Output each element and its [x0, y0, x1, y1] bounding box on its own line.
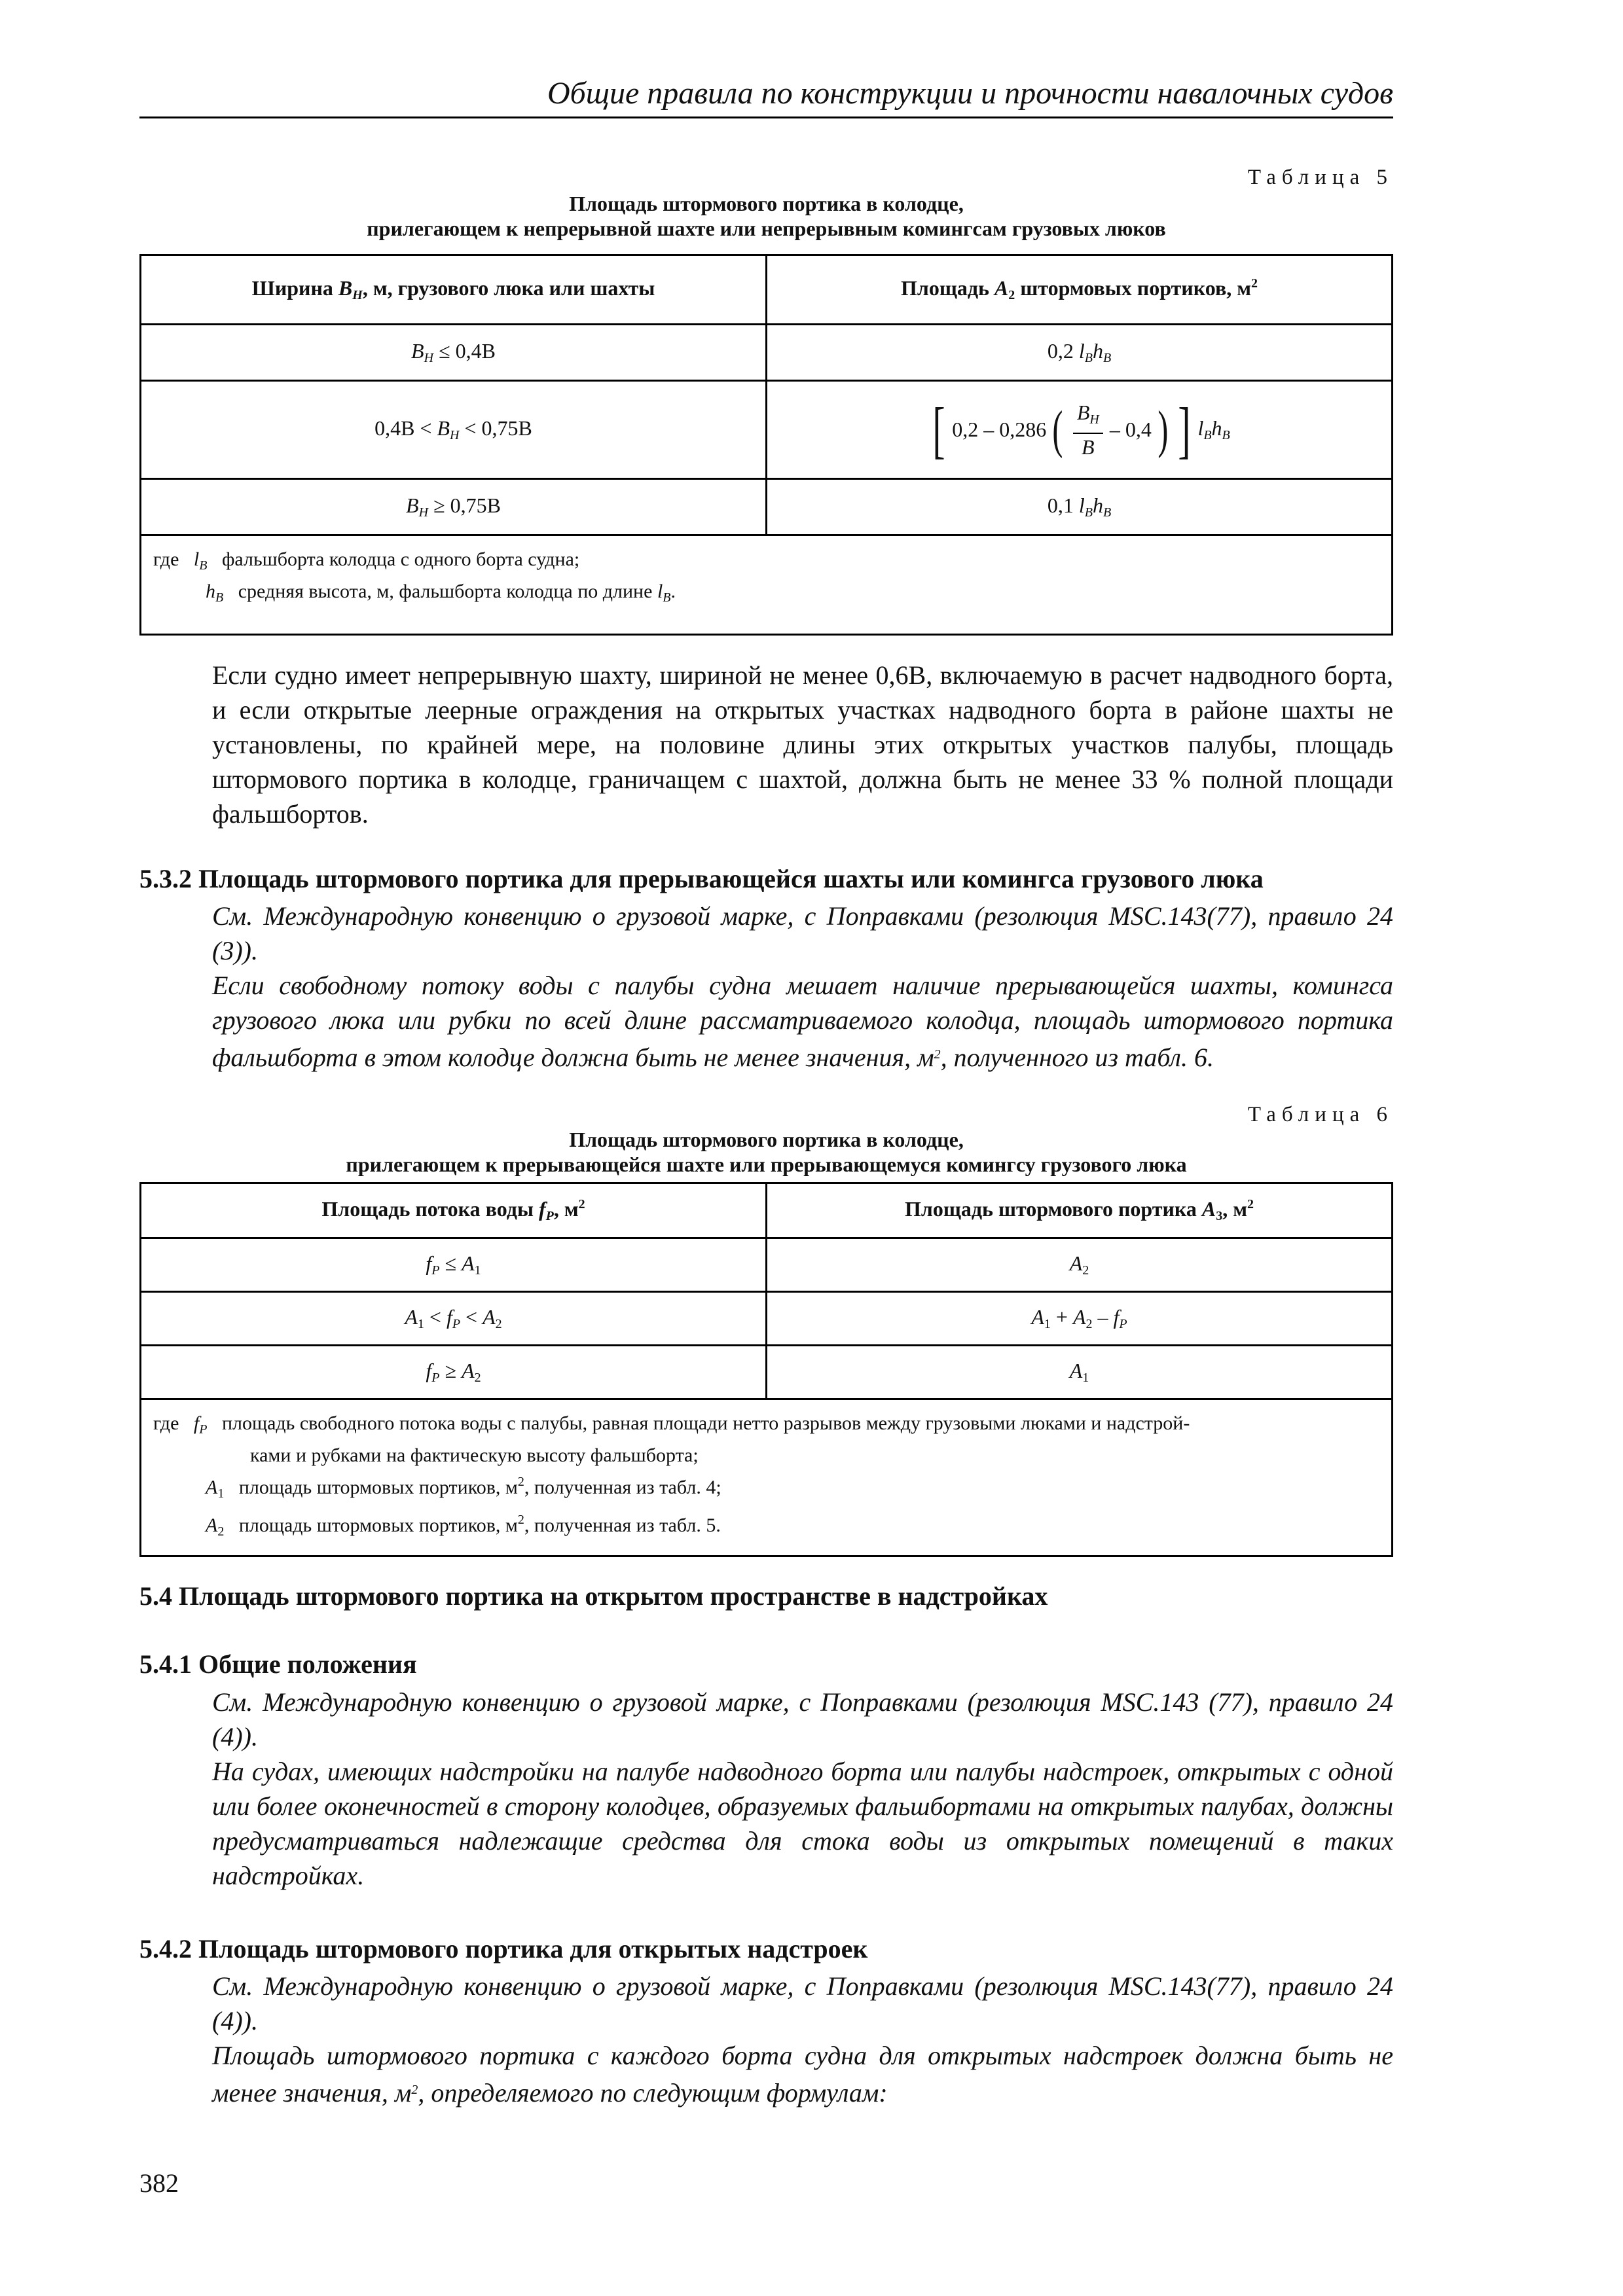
table5-notes-row — [141, 535, 1393, 635]
table5-formula: [ 0,2 – 0,286 ( $\frac{B_H}{B}$ – 0,4 ) ] $l_Bh_B$ — [932, 394, 1230, 465]
table5-area-3: 0,1 $l_Bh_B$ — [767, 479, 1393, 535]
table5-area-1: 0,2 $l_Bh_B$ — [767, 325, 1393, 381]
table6-cond-2: $A_1 < f_P < A_2$ — [141, 1292, 767, 1346]
paragraph-5-4-2-ref: См. Международную конвенцию о грузовой марке, с Поправками (резолюция MSC.143(77), правило 24 (4)). — [212, 1971, 1393, 2036]
table6-cond-3: $f_P \ge A_2$ — [141, 1346, 767, 1399]
table6-caption-line1: Площадь штормового портика в колодце, — [569, 1128, 964, 1151]
table6-header-row — [141, 1183, 1393, 1238]
table6-header-area: Площадь штормового портика $A_3$, $м^2$ — [767, 1183, 1393, 1238]
table6-cond-1: $f_P \le A_1$ — [141, 1238, 767, 1292]
page-number: 382 — [139, 2168, 179, 2198]
table6-caption-line2: прилегающем к прерывающейся шахте или прерывающемуся комингсу грузового люка — [346, 1153, 1187, 1176]
table6-caption — [139, 1127, 1393, 1177]
table6-notes — [141, 1399, 1393, 1556]
table-row — [141, 1346, 1393, 1399]
table6-area-1: $A_2$ — [767, 1238, 1393, 1292]
table6-note-2: $A_1$ площадь штормовых портиков, $м^2$, полученная из табл. 4; — [206, 1475, 721, 1501]
table5-header-area: Площадь $A_2$ штормовых портиков, $м^2$ — [767, 255, 1393, 325]
table5-cond-1: $B_H \le 0,4B$ — [141, 325, 767, 381]
table5-note-1: где $l_B$ фальшборта колодца с одного борта судна; — [153, 548, 580, 573]
heading-5-4-2: 5.4.2 Площадь штормового портика для открытых надстроек — [139, 1934, 868, 1964]
fraction: $\frac{B_H}{B}$ — [1073, 399, 1103, 460]
running-head: Общие правила по конструкции и прочности навалочных судов — [139, 73, 1393, 118]
table-row — [141, 479, 1393, 535]
table6-area-3: $A_1$ — [767, 1346, 1393, 1399]
table6-note-1b: ками и рубками на фактическую высоту фальшборта; — [250, 1444, 699, 1466]
table6-header-flow: Площадь потока воды $f_P$, $м^2$ — [141, 1183, 767, 1238]
table5-number: Таблица 5 — [1247, 166, 1393, 189]
table6-number: Таблица 6 — [1247, 1103, 1393, 1126]
paragraph-5-3-2-ref: См. Международную конвенцию о грузовой марке, с Поправками (резолюция MSC.143(77), правило 24 (3)). — [212, 901, 1393, 965]
table5-area-2 — [767, 381, 1393, 479]
table6 — [139, 1182, 1393, 1557]
table-row — [141, 1238, 1393, 1292]
table5-header-width: Ширина $B_H$, м, грузового люка или шахты — [141, 255, 767, 325]
table5 — [139, 254, 1393, 636]
table5-caption — [139, 191, 1393, 241]
heading-5-4-1: 5.4.1 Общие положения — [139, 1649, 417, 1679]
heading-5-3-2: 5.3.2 Площадь штормового портика для прерывающейся шахты или комингса грузового люка — [139, 864, 1264, 893]
table6-note-1: где $f_P$ площадь свободного потока воды с палубы, равная площади нетто разрывов между грузовыми люками и надстрой- — [153, 1412, 1190, 1437]
table5-note-2: $h_B$ средняя высота, м, фальшборта колодца по длине $l_B$. — [206, 581, 676, 605]
table5-cond-2: $0,4B < B_H < 0,75B$ — [141, 381, 767, 479]
table6-area-2: $A_1 + A_2 - f_P$ — [767, 1292, 1393, 1346]
paragraph-5-4-2-body: Площадь штормового портика с каждого борта судна для открытых надстроек должна быть не менее значения, $м^2$, определяемого по следующим формулам: — [212, 2041, 1393, 2108]
paragraph-5-4-1-body: На судах, имеющих надстройки на палубе надводного борта или палубы надстроек, открытых с одной или более оконечностей в сторону колодцев, образуемых фальшбортами на открытых палубах, должны предусматриваться надлежащие средства для стока воды из открытых помещений в таких надстройках. — [212, 1757, 1393, 1890]
table-row — [141, 381, 1393, 479]
table-row — [141, 325, 1393, 381]
table6-notes-row — [141, 1399, 1393, 1556]
paragraph-5-3-2-body: Если свободному потоку воды с палубы судна мешает наличие прерывающейся шахты, комингса грузового люка или рубки по всей длине рассматриваемого колодца, площадь штормового портика фальшборта в этом колодце должна быть не менее значения, $м^2$, полученного из табл. 6. — [212, 971, 1393, 1072]
heading-5-4: 5.4 Площадь штормового портика на открытом пространстве в надстройках — [139, 1581, 1048, 1611]
table5-notes — [141, 535, 1393, 635]
paragraph-5-4-1-ref: См. Международную конвенцию о грузовой марке, с Поправками (резолюция MSC.143 (77), правило 24 (4)). — [212, 1687, 1393, 1751]
table5-cond-3: $B_H \ge 0,75B$ — [141, 479, 767, 535]
paragraph-shaft: Если судно имеет непрерывную шахту, шириной не менее 0,6B, включаемую в расчет надводного борта, и если открытые леерные ограждения на открытых участках надводного борта в районе шахты не установлены, по крайней мере, на половине длины этих открытых участков палубы, площадь штормового портика в колодце, граничащем с шахтой, должна быть не менее 33 % полной площади фальшбортов. — [212, 660, 1393, 829]
table5-caption-line1: Площадь штормового портика в колодце, — [569, 192, 964, 215]
table-row — [141, 1292, 1393, 1346]
table6-note-3: $A_2$ площадь штормовых портиков, $м^2$, полученная из табл. 5. — [206, 1513, 721, 1539]
table5-header-row — [141, 255, 1393, 325]
table5-caption-line2: прилегающем к непрерывной шахте или непрерывным комингсам грузовых люков — [367, 217, 1166, 240]
